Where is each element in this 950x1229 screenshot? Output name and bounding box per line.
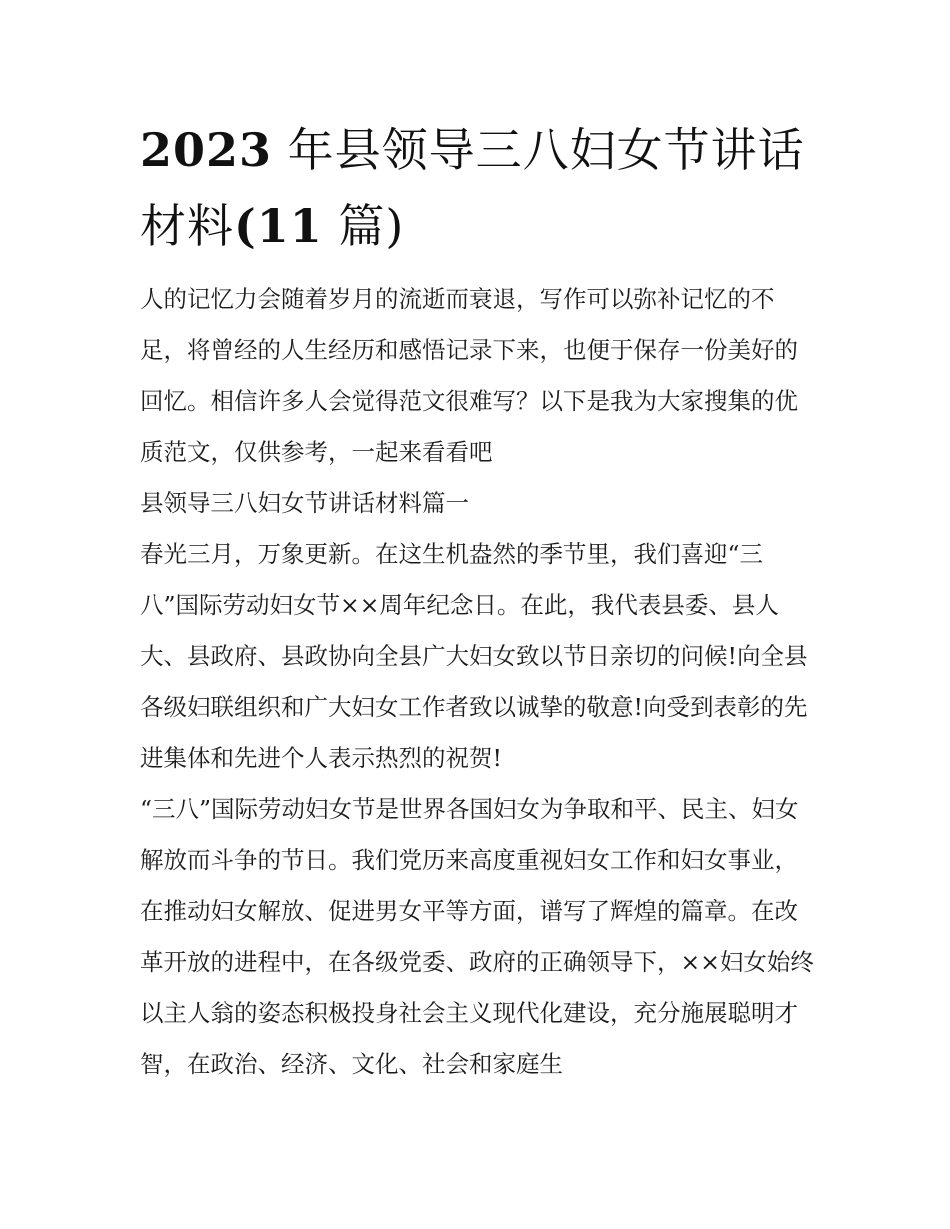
title-count: (11: [234, 199, 323, 253]
section-heading: 县领导三八妇女节讲话材料篇一: [140, 489, 469, 517]
body-paragraph-2: “三八”国际劳动妇女节是世界各国妇女为争取和平、民主、妇女解放而斗争的节日。我们党历来高度重视妇女工作和妇女事业，在推动妇女解放、促进男女平等方面，谱写了辉煌的篇章。在改革开放的进程中，在各级党委、政府的正确领导下，××妇女始终以主人翁的姿态积极投身社会主义现代化建设，充分施展聪明才智，在政治、经济、文化、社会和家庭生: [140, 795, 814, 1078]
title-suffix: 篇): [338, 199, 405, 253]
body-paragraph-1: 春光三月，万象更新。在这生机盎然的季节里，我们喜迎“三八”国际劳动妇女节××周年纪念日。在此，我代表县委、县人大、县政府、县政协向全县广大妇女致以节日亲切的问候!向全县各级妇联组织和广大妇女工作者致以诚挚的敬意!向受到表彰的先进集体和先进个人表示热烈的祝贺!: [140, 540, 808, 772]
document-page: [140, 112, 815, 1090]
intro-paragraph: 人的记忆力会随着岁月的流逝而衰退，写作可以弥补记忆的不足，将曾经的人生经历和感悟记录下来，也便于保存一份美好的回忆。相信许多人会觉得范文很难写？以下是我为大家搜集的优质范文，仅供参考，一起来看看吧: [140, 285, 798, 466]
title-year: 2023: [140, 123, 273, 177]
document-title: [140, 112, 815, 264]
title-text: 年县领导三八妇女节讲话材料: [140, 123, 805, 253]
